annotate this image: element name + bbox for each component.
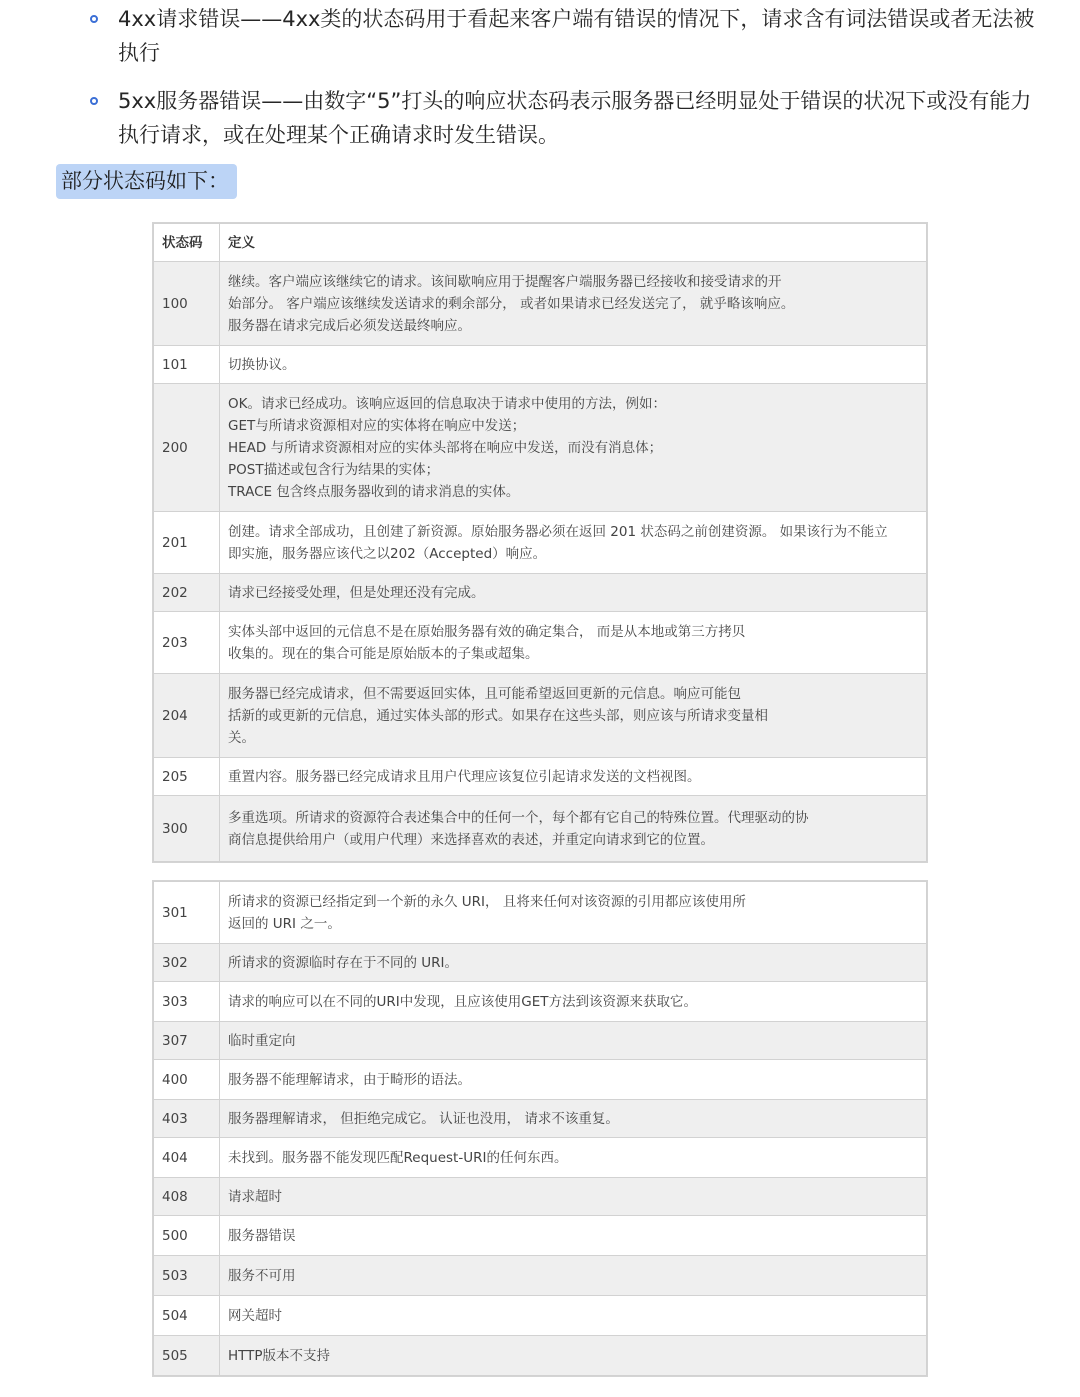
status-code-cell: 500 xyxy=(154,1216,220,1256)
table-header-row xyxy=(154,224,927,262)
status-code-cell: 503 xyxy=(154,1256,220,1296)
definition-cell: 网关超时 xyxy=(220,1296,927,1336)
status-code-cell: 100 xyxy=(154,262,220,346)
bullet-circle-icon xyxy=(90,15,98,23)
bullet-4xx xyxy=(118,2,1038,70)
bullet-text: 5xx服务器错误——由数字“5”打头的响应状态码表示服务器已经明显处于错误的状况下或没有能力执行请求，或在处理某个正确请求时发生错误。 xyxy=(118,89,1032,147)
table-row xyxy=(154,574,927,612)
table-row xyxy=(154,1060,927,1100)
section-label: 部分状态码如下： xyxy=(56,164,237,199)
bullet-text: 4xx请求错误——4xx类的状态码用于看起来客户端有错误的情况下，请求含有词法错误或者无法被执行 xyxy=(118,7,1035,65)
table-row xyxy=(154,1100,927,1138)
definition-cell: 服务器已经完成请求，但不需要返回实体，且可能希望返回更新的元信息。响应可能包 括新的或更新的元信息，通过实体头部的形式。如果存在这些头部，则应该与所请求变量相 关。 xyxy=(220,674,927,758)
definition-cell: 服务器理解请求， 但拒绝完成它。 认证也没用， 请求不该重复。 xyxy=(220,1100,927,1138)
definition-cell: 临时重定向 xyxy=(220,1022,927,1060)
status-code-cell: 505 xyxy=(154,1336,220,1376)
status-code-cell: 400 xyxy=(154,1060,220,1100)
definition-cell: 多重选项。所请求的资源符合表述集合中的任何一个，每个都有它自己的特殊位置。代理驱动的协 商信息提供给用户（或用户代理）来选择喜欢的表述，并重定向请求到它的位置。 xyxy=(220,796,927,862)
definition-cell: 请求的响应可以在不同的URI中发现，且应该使用GET方法到该资源来获取它。 xyxy=(220,982,927,1022)
status-code-cell: 504 xyxy=(154,1296,220,1336)
table-row xyxy=(154,612,927,674)
table-row xyxy=(154,758,927,796)
status-code-cell: 301 xyxy=(154,882,220,944)
definition-cell: 请求已经接受处理，但是处理还没有完成。 xyxy=(220,574,927,612)
table-row xyxy=(154,1336,927,1376)
status-code-cell: 203 xyxy=(154,612,220,674)
table-row xyxy=(154,1216,927,1256)
definition-cell: 服务器错误 xyxy=(220,1216,927,1256)
definition-cell: 所请求的资源临时存在于不同的 URI。 xyxy=(220,944,927,982)
status-code-cell: 404 xyxy=(154,1138,220,1178)
definition-cell: 服务不可用 xyxy=(220,1256,927,1296)
status-code-cell: 200 xyxy=(154,384,220,512)
table-row xyxy=(154,1022,927,1060)
table-row xyxy=(154,796,927,862)
status-code-cell: 201 xyxy=(154,512,220,574)
table-row xyxy=(154,1178,927,1216)
status-code-cell: 302 xyxy=(154,944,220,982)
definition-cell: 实体头部中返回的元信息不是在原始服务器有效的确定集合， 而是从本地或第三方拷贝 收集的。现在的集合可能是原始版本的子集或超集。 xyxy=(220,612,927,674)
status-code-cell: 303 xyxy=(154,982,220,1022)
definition-cell: 继续。客户端应该继续它的请求。该间歇响应用于提醒客户端服务器已经接收和接受请求的开 始部分。 客户端应该继续发送请求的剩余部分， 或者如果请求已经发送完了， 就乎略该响应。 服务器在请求完成后必须发送最终响应。 xyxy=(220,262,927,346)
table-row xyxy=(154,1256,927,1296)
definition-cell: 切换协议。 xyxy=(220,346,927,384)
table-row xyxy=(154,1138,927,1178)
status-code-table-2 xyxy=(153,881,927,1376)
table-row xyxy=(154,346,927,384)
table-row xyxy=(154,262,927,346)
status-code-cell: 204 xyxy=(154,674,220,758)
table-row xyxy=(154,674,927,758)
bullet-5xx xyxy=(118,84,1038,152)
status-code-cell: 307 xyxy=(154,1022,220,1060)
table-row xyxy=(154,944,927,982)
table-row xyxy=(154,982,927,1022)
header-definition: 定义 xyxy=(220,224,927,262)
status-code-cell: 205 xyxy=(154,758,220,796)
definition-cell: 未找到。服务器不能发现匹配Request-URI的任何东西。 xyxy=(220,1138,927,1178)
definition-cell: 服务器不能理解请求，由于畸形的语法。 xyxy=(220,1060,927,1100)
definition-cell: 所请求的资源已经指定到一个新的永久 URI， 且将来任何对该资源的引用都应该使用所 返回的 URI 之一。 xyxy=(220,882,927,944)
status-code-cell: 300 xyxy=(154,796,220,862)
status-code-table-1 xyxy=(153,223,927,862)
definition-cell: HTTP版本不支持 xyxy=(220,1336,927,1376)
definition-cell: 重置内容。服务器已经完成请求且用户代理应该复位引起请求发送的文档视图。 xyxy=(220,758,927,796)
status-code-cell: 202 xyxy=(154,574,220,612)
table-row xyxy=(154,882,927,944)
bullet-circle-icon xyxy=(90,97,98,105)
table-row xyxy=(154,1296,927,1336)
status-code-cell: 408 xyxy=(154,1178,220,1216)
table-row xyxy=(154,512,927,574)
status-code-cell: 403 xyxy=(154,1100,220,1138)
header-code: 状态码 xyxy=(154,224,220,262)
definition-cell: 创建。请求全部成功，且创建了新资源。原始服务器必须在返回 201 状态码之前创建资源。 如果该行为不能立 即实施，服务器应该代之以202（Accepted）响应。 xyxy=(220,512,927,574)
table-row xyxy=(154,384,927,512)
status-code-cell: 101 xyxy=(154,346,220,384)
definition-cell: 请求超时 xyxy=(220,1178,927,1216)
definition-cell: OK。请求已经成功。该响应返回的信息取决于请求中使用的方法，例如： GET与所请求资源相对应的实体将在响应中发送； HEAD 与所请求资源相对应的实体头部将在响应中发送，而没有消息体； POST描述或包含行为结果的实体； TRACE 包含终点服务器收到的请求消息的实体。 xyxy=(220,384,927,512)
